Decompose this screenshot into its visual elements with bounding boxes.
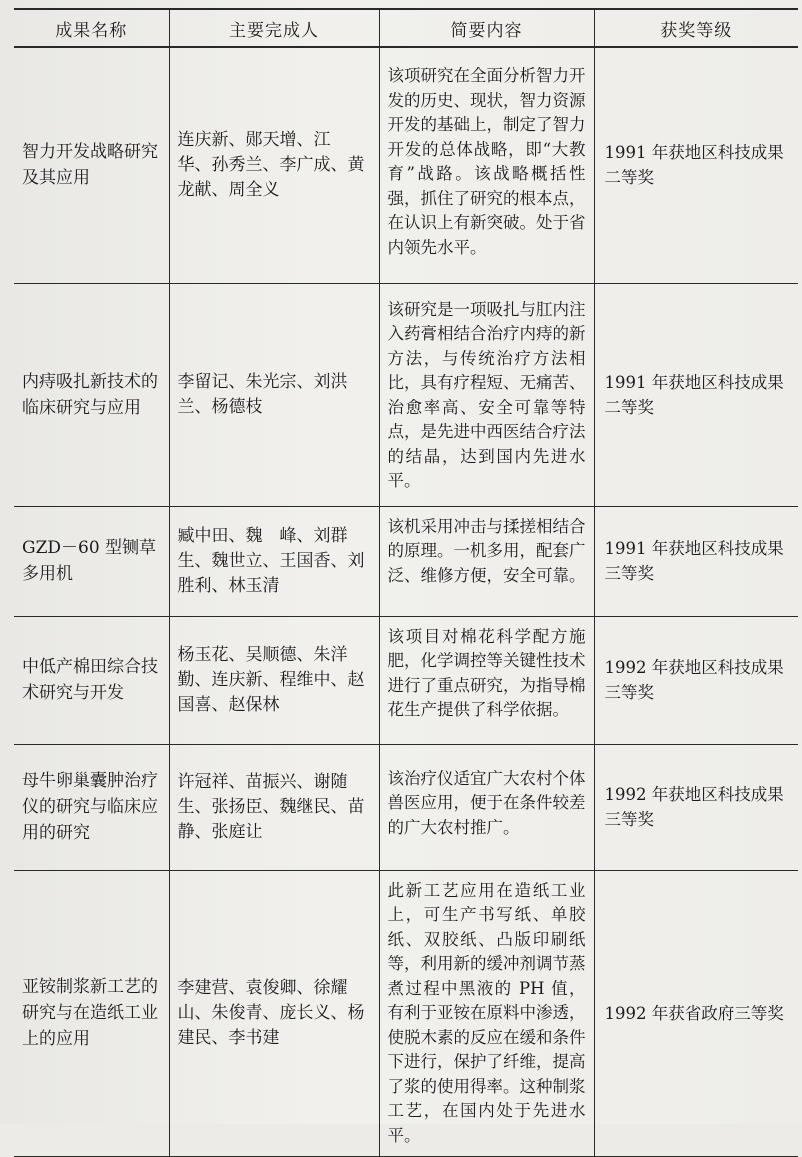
award-level: 1991 年获地区科技成果三等奖 (594, 506, 798, 616)
achievement-name: 亚铵制浆新工艺的研究与在造纸工业上的应用 (14, 870, 169, 1157)
award-level: 1992 年获地区科技成果三等奖 (594, 616, 798, 744)
header-brief-content: 简要内容 (379, 9, 594, 47)
achievement-name: 中低产棉田综合技术研究与开发 (14, 616, 169, 744)
table-row (14, 616, 798, 744)
award-level: 1992 年获省政府三等奖 (594, 870, 798, 1157)
header-achievement-name: 成果名称 (14, 9, 169, 47)
award-level: 1992 年获地区科技成果三等奖 (594, 744, 798, 870)
contributors: 臧中田、魏 峰、刘群生、魏世立、王国香、刘胜利、林玉清 (169, 506, 379, 616)
brief-content: 该项研究在全面分析智力开发的历史、现状，智力资源开发的基础上，制定了智力开发的总体战略，即“大教育”战路。该战略概括性强，抓住了研究的根本点，在认识上有新突破。处于省内领先水平。 (379, 47, 594, 283)
table-row (14, 506, 798, 616)
table-row (14, 744, 798, 870)
contributors: 李建营、袁俊卿、徐耀山、朱俊青、庞长义、杨建民、李书建 (169, 870, 379, 1157)
achievement-name: 母牛卵巢囊肿治疗仪的研究与临床应用的研究 (14, 744, 169, 870)
achievement-name: 智力开发战略研究及其应用 (14, 47, 169, 283)
table-row (14, 870, 798, 1157)
contributors: 许冠祥、苗振兴、谢随生、张扬臣、魏继民、苗 静、张庭让 (169, 744, 379, 870)
brief-content: 此新工艺应用在造纸工业上，可生产书写纸、单胶纸、双胶纸、凸版印刷纸等，利用新的缓冲剂调节蒸煮过程中黑液的 PH 值，有利于亚铵在原料中渗透，使脱木素的反应在缓和条件下进行，保护了纤维，提高了浆的使用得率。这种制浆工艺，在国内处于先进水平。 (379, 870, 594, 1157)
contributors: 杨玉花、吴顺德、朱洋勤、连庆新、程维中、赵国喜、赵保林 (169, 616, 379, 744)
achievement-name: 内痔吸扎新技术的临床研究与应用 (14, 283, 169, 506)
brief-content: 该研究是一项吸扎与肛内注入药膏相结合治疗内痔的新方法，与传统治疗方法相比，具有疗程短、无痛苦、治愈率高、安全可靠等特点，是先进中西医结合疗法的结晶，达到国内先进水平。 (379, 283, 594, 506)
award-level: 1991 年获地区科技成果二等奖 (594, 47, 798, 283)
table-row (14, 47, 798, 283)
header-main-contributors: 主要完成人 (169, 9, 379, 47)
achievements-table (14, 8, 798, 1157)
brief-content: 该治疗仪适宜广大农村个体兽医应用，便于在条件较差的广大农村推广。 (379, 744, 594, 870)
table-row (14, 283, 798, 506)
contributors: 李留记、朱光宗、刘洪兰、杨德枝 (169, 283, 379, 506)
contributors: 连庆新、郧天增、江 华、孙秀兰、李广成、黄龙献、周全义 (169, 47, 379, 283)
brief-content: 该项目对棉花科学配方施肥，化学调控等关键性技术进行了重点研究，为指导棉花生产提供了科学依据。 (379, 616, 594, 744)
table-header-row (14, 9, 798, 47)
achievement-name: GZD－60 型铡草多用机 (14, 506, 169, 616)
header-award-level: 获奖等级 (594, 9, 798, 47)
brief-content: 该机采用冲击与揉搓相结合的原理。一机多用，配套广泛、维修方便，安全可靠。 (379, 506, 594, 616)
award-level: 1991 年获地区科技成果二等奖 (594, 283, 798, 506)
